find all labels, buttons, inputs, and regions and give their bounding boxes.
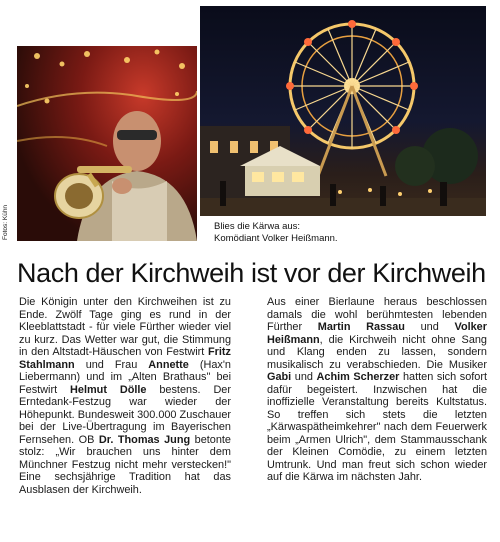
- bold-name: Dr. Thomas Jung: [98, 433, 191, 446]
- ferris-wheel-photo: [200, 6, 486, 216]
- column-left-text: [19, 296, 231, 496]
- text-run: Die Königin unter den Kirchweihen ist zu Ende. Zwölf Tage ging es rund in der Kleeblattstadt - für viele Fürther wieder viel zu kurz. Das Wetter war gut, die Stimmung in den Altstadt-Häuschen von Festwirt: [19, 296, 231, 358]
- caption-line-1: Blies die Kärwa aus:: [214, 221, 301, 232]
- bold-name: Volker Heißmann: [267, 321, 487, 346]
- text-run: und: [404, 321, 455, 333]
- bold-name: Achim Scherzer: [316, 371, 400, 383]
- text-run: betonte stolz: „Wir brauchen uns hinter dem Münchner Festzug nicht mehr verstecken!" Eine sechsjährige Tradition hat das Ausblasen der Kirchweih.: [19, 433, 231, 496]
- article-column-right: [267, 296, 487, 484]
- bold-name: Helmut Dölle: [70, 383, 147, 396]
- text-run: bestens. Der Erntedank-Festzug war wieder der Höhepunkt. Bundesweit 300.000 Zuschauer bei der Live-Übertragung im Bayerischen Fernsehen. OB: [19, 383, 231, 446]
- bold-name: Annette: [148, 358, 189, 371]
- caption-line-2: Komödiant Volker Heißmann.: [214, 233, 338, 244]
- trumpet-player-photo: [17, 46, 197, 241]
- article-headline: Nach der Kirchweih ist vor der Kirchweih: [17, 258, 486, 288]
- bold-name: Fritz Stahlmann: [19, 346, 231, 371]
- text-run: , die Kirchweih nicht ohne Sang und Klang enden zu lassen, sondern musikalisch zu verabschieden. Die Musiker: [267, 333, 487, 371]
- article-column-left: [19, 296, 231, 496]
- text-run: Aus einer Bierlaune heraus beschlossen damals die wohl berühmtesten lebenden Fürther: [267, 296, 487, 333]
- text-run: hatten sich sofort dafür begeistert. Inzwischen hat die inoffizielle Veranstaltung bereits Kultstatus. So treffen sich stets die letzten „Kärwaspätheimkehrer" nach dem Feuerwerk beim „Armen Ulrich", dem Stammausschank der Kleinen Comödie, zu einem letzten Umtrunk. Und man freut sich schon wieder auf die Kärwa im nächsten Jahr.: [267, 371, 487, 483]
- ferris-wheel-illustration: [200, 6, 486, 216]
- trumpet-player-illustration: [17, 46, 197, 241]
- text-run: und: [291, 371, 317, 383]
- bold-name: Gabi: [267, 371, 292, 383]
- column-right-text: [267, 296, 487, 484]
- photo-caption: [214, 221, 364, 245]
- text-run: (Hax'n Liebermann) und im „Alten Brathaus" bei Festwirt: [19, 358, 231, 396]
- text-run: und Frau: [74, 358, 149, 371]
- bold-name: Martin Rassau: [317, 321, 405, 333]
- photo-credit: Fotos: Kühn: [2, 204, 9, 240]
